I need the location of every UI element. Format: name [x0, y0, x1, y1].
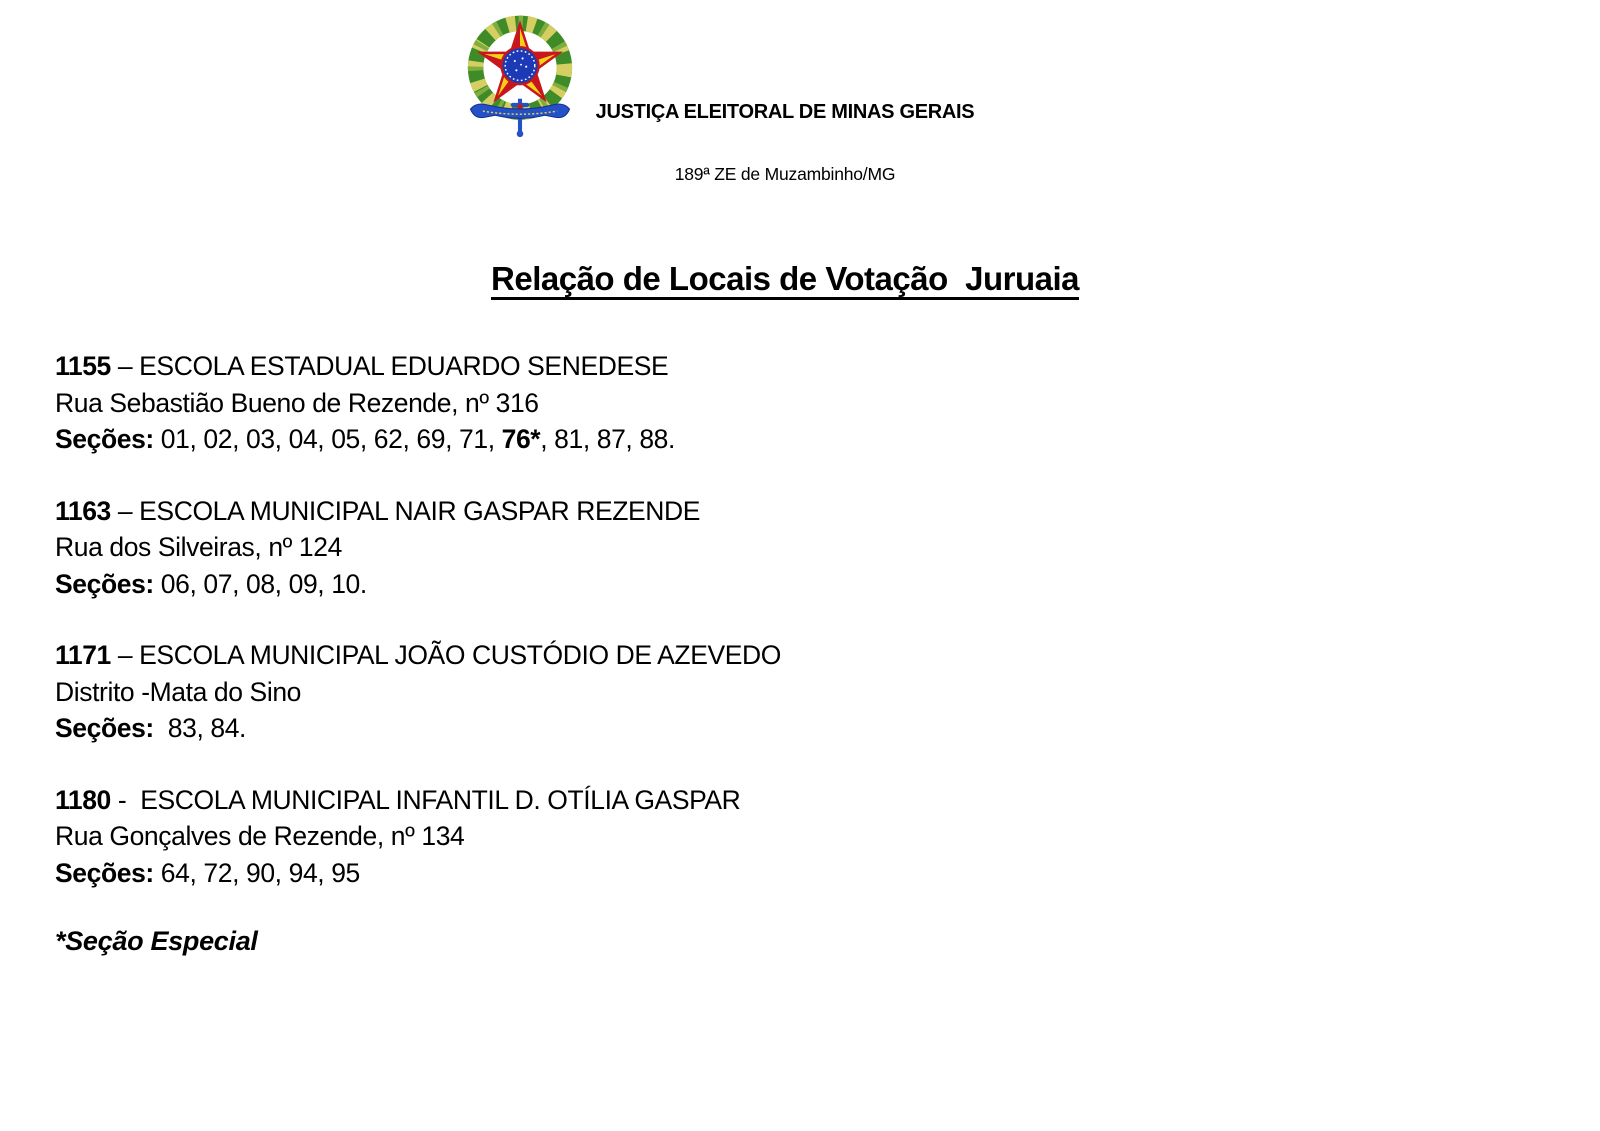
sections-values: 83, 84.: [153, 713, 247, 743]
location-entry-1163: [55, 493, 1545, 603]
location-title: [55, 637, 1545, 674]
location-name: – ESCOLA ESTADUAL EDUARDO SENEDESE: [110, 351, 669, 381]
electoral-zone: 189ª ZE de Muzambinho/MG: [674, 164, 896, 184]
sections-label: Seções:: [55, 568, 154, 599]
location-title: [55, 348, 1545, 385]
sections-values: 06, 07, 08, 09, 10.: [153, 568, 367, 599]
document-header: [0, 0, 1600, 184]
header-text-block: [592, 62, 978, 222]
sections-values: 64, 72, 90, 94, 95: [153, 857, 360, 888]
location-code: 1180: [55, 784, 111, 815]
sections-values-tail: , 81, 87, 88.: [540, 424, 675, 454]
sections-label: Seções:: [55, 857, 154, 888]
location-title: [55, 493, 1545, 530]
location-name: – ESCOLA MUNICIPAL JOÃO CUSTÓDIO DE AZEVEDO: [110, 640, 781, 670]
location-title: [55, 782, 1545, 819]
location-entry-1155: [55, 348, 1545, 458]
location-name: - ESCOLA MUNICIPAL INFANTIL D. OTÍLIA GASPAR: [110, 784, 741, 815]
special-section-footnote: *Seção Especial: [55, 926, 258, 956]
location-address: Distrito -Mata do Sino: [55, 676, 301, 707]
sections-label: Seções:: [55, 424, 154, 454]
location-address: Rua Gonçalves de Rezende, nº 134: [55, 821, 465, 851]
location-entry-1180: [55, 782, 1545, 892]
location-address: Rua dos Silveiras, nº 124: [55, 532, 342, 562]
location-address: Rua Sebastião Bueno de Rezende, nº 316: [55, 387, 539, 418]
locations-list: [55, 348, 1545, 957]
sections-label: Seções:: [55, 713, 154, 743]
location-code: 1163: [55, 495, 111, 526]
brazil-coat-of-arms-icon: [458, 12, 582, 140]
sections-special-value: 76*: [501, 424, 541, 454]
page-title: Relação de Locais de Votação Juruaia: [491, 260, 1079, 297]
location-code: 1155: [55, 351, 111, 381]
location-sections: [55, 710, 1545, 747]
location-entry-1171: [55, 637, 1545, 747]
sections-values: 01, 02, 03, 04, 05, 62, 69, 71,: [153, 424, 502, 454]
location-name: – ESCOLA MUNICIPAL NAIR GASPAR REZENDE: [110, 495, 701, 526]
location-sections: [55, 855, 1545, 892]
location-code: 1171: [55, 640, 111, 670]
org-name: JUSTIÇA ELEITORAL DE MINAS GERAIS: [595, 101, 975, 123]
location-sections: [55, 566, 1545, 603]
location-sections: [55, 421, 1545, 458]
title-row: [0, 260, 1570, 298]
